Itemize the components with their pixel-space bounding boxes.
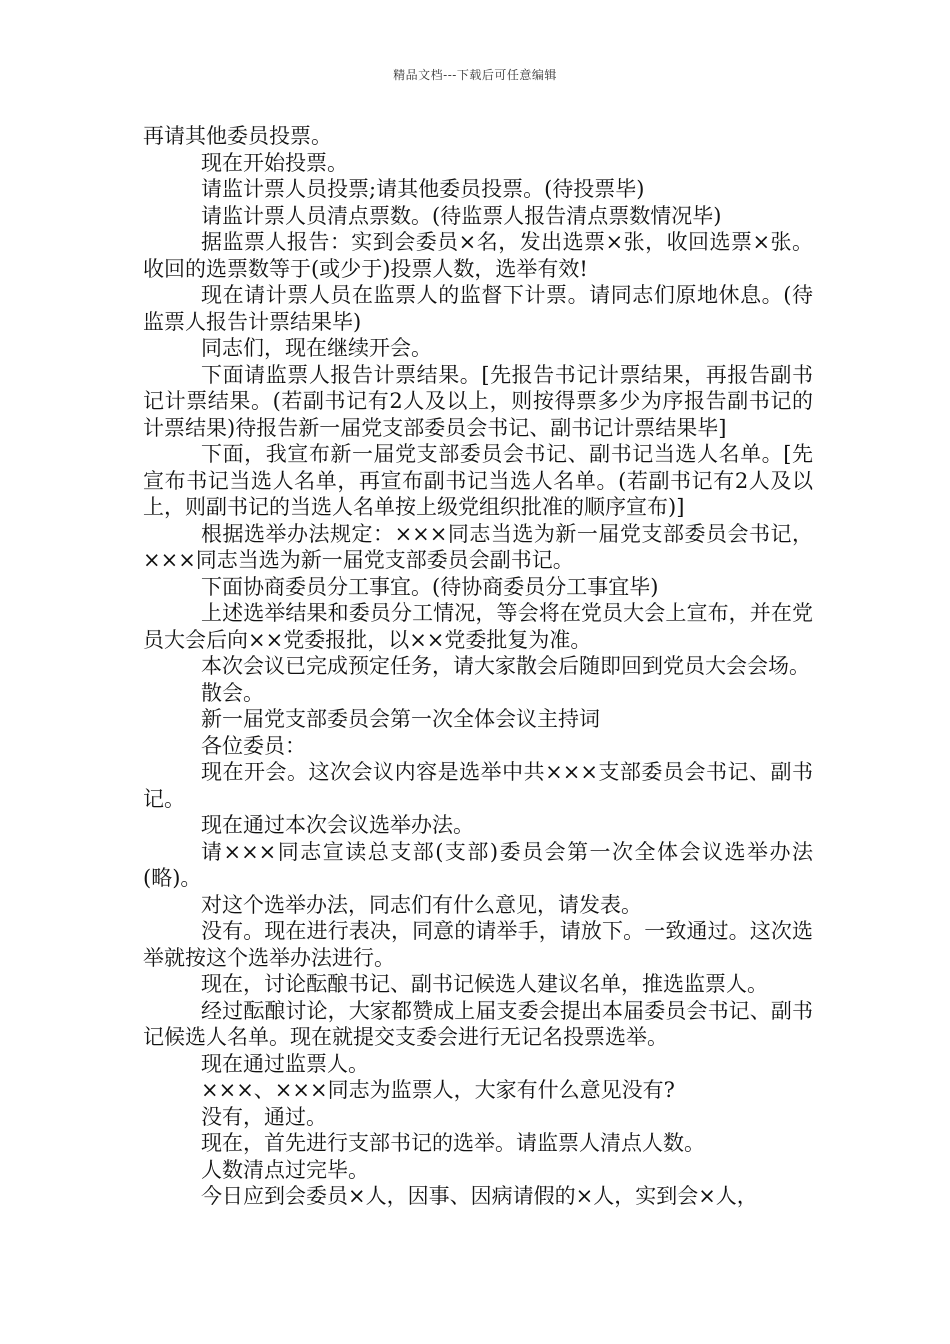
paragraph: ×××、×××同志为监票人，大家有什么意见没有?	[201, 1078, 675, 1102]
paragraph: 同志们，现在继续开会。	[201, 336, 432, 360]
paragraph: 下面协商委员分工事宜。(待协商委员分工事宜毕)	[201, 574, 659, 599]
document-body	[143, 123, 813, 1210]
paragraph: 人数清点过完毕。	[201, 1157, 369, 1182]
paragraph: 下面请监票人报告计票结果。[先报告书记计票结果，再报告副书记计票结果。(若副书记有2人及以上，则按得票多少为序报告副书记的计票结果)待报告新一届党支部委员会书记、副书记计票结果毕]	[143, 362, 813, 440]
paragraph: 再请其他委员投票。	[143, 124, 332, 148]
paragraph: 今日应到会委员×人，因事、因病请假的×人，实到会×人，	[201, 1184, 758, 1208]
paragraph: 现在通过监票人。	[201, 1051, 369, 1076]
paragraph: 请监计票人员投票;请其他委员投票。(待投票毕)	[201, 177, 645, 201]
paragraph: 没有，通过。	[201, 1104, 327, 1129]
page-header: 精品文档---下载后可任意编辑	[393, 68, 557, 82]
paragraph: 现在开会。这次会议内容是选举中共×××支部委员会书记、副书记。	[143, 760, 813, 811]
paragraph: 各位委员：	[201, 733, 306, 758]
paragraph: 请监计票人员清点票数。(待监票人报告清点票数情况毕)	[201, 203, 722, 228]
paragraph: 据监票人报告：实到会委员×名，发出选票×张，收回选票×张。收回的选票数等于(或少于)投票人数，选举有效!	[143, 230, 813, 281]
paragraph: 现在，首先进行支部书记的选举。请监票人清点人数。	[201, 1131, 705, 1155]
paragraph: 请×××同志宣读总支部(支部)委员会第一次全体会议选举办法(略)。	[143, 839, 813, 890]
paragraph: 对这个选举办法，同志们有什么意见，请发表。	[201, 892, 642, 917]
paragraph: 现在通过本次会议选举办法。	[201, 813, 474, 837]
paragraph: 现在请计票人员在监票人的监督下计票。请同志们原地休息。(待监票人报告计票结果毕)	[143, 283, 813, 334]
paragraph: 现在开始投票。	[201, 150, 348, 175]
paragraph: 经过酝酿讨论，大家都赞成上届支委会提出本届委员会书记、副书记候选人名单。现在就提交支委会进行无记名投票选举。	[143, 998, 813, 1049]
paragraph: 本次会议已完成预定任务，请大家散会后随即回到党员大会会场。	[201, 654, 810, 678]
paragraph: 上述选举结果和委员分工情况，等会将在党员大会上宣布，并在党员大会后向××党委报批，以××党委批复为准。	[143, 601, 813, 652]
paragraph: 散会。	[201, 680, 264, 705]
paragraph: 根据选举办法规定：×××同志当选为新一届党支部委员会书记，×××同志当选为新一届党支部委员会副书记。	[143, 521, 813, 572]
paragraph: 下面，我宣布新一届党支部委员会书记、副书记当选人名单。[先宣布书记当选人名单，再宣布副书记当选人名单。(若副书记有2人及以上，则副书记的当选人名单按上级党组织批准的顺序宣布)]	[143, 442, 813, 519]
paragraph: 没有。现在进行表决，同意的请举手，请放下。一致通过。这次选举就按这个选举办法进行。	[143, 919, 813, 970]
paragraph: 现在，讨论酝酿书记、副书记候选人建议名单，推选监票人。	[201, 972, 768, 996]
section-title: 新一届党支部委员会第一次全体会议主持词	[201, 707, 600, 731]
